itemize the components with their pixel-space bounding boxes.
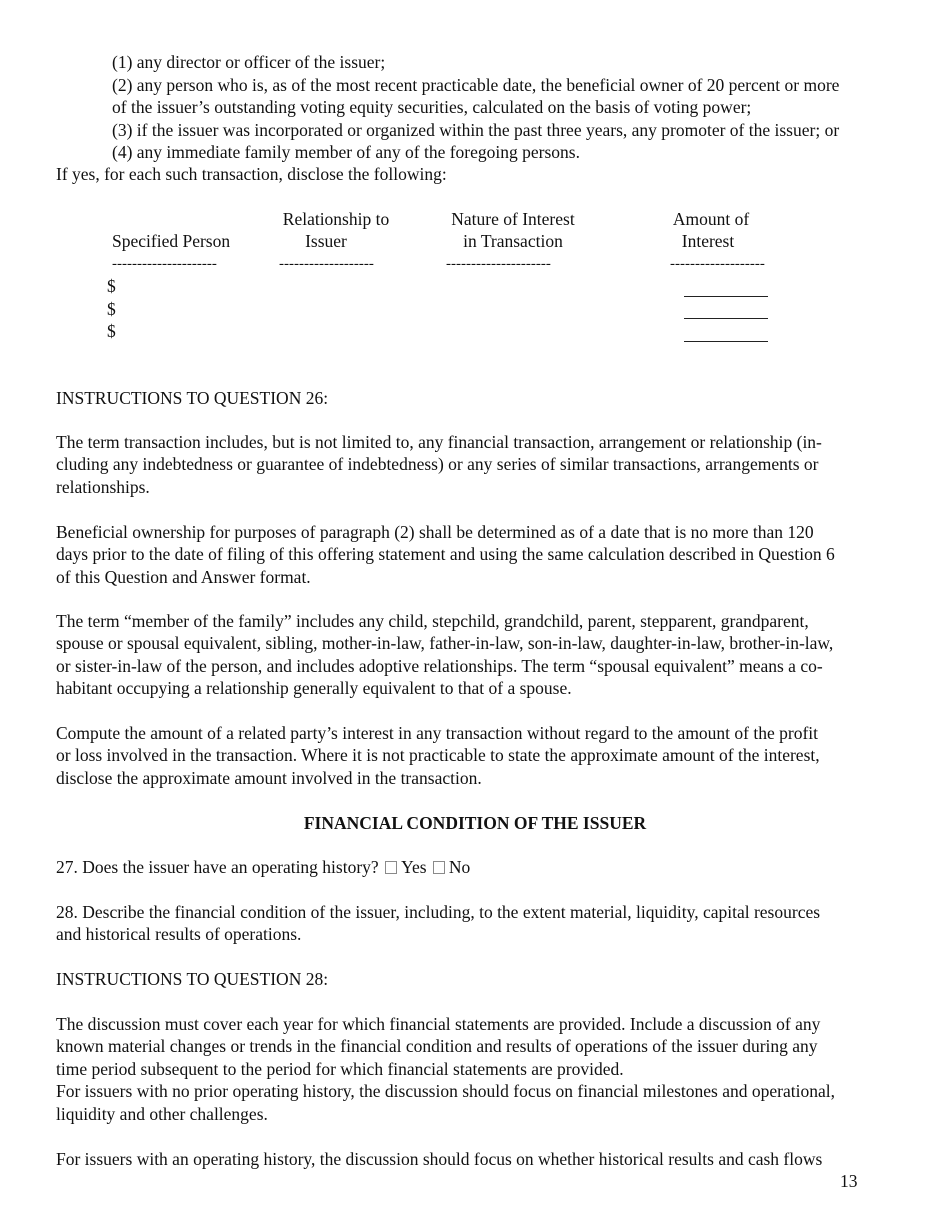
no-checkbox[interactable] — [433, 861, 445, 874]
instructions-28-paragraph-2 — [56, 1148, 896, 1170]
instructions-26-paragraph-2 — [56, 521, 896, 588]
text-line: liquidity and other challenges. — [56, 1103, 268, 1124]
dash-separator: --------------------- — [112, 256, 217, 272]
instructions-28-paragraph-1 — [56, 1013, 896, 1125]
header-nature-line-1: Nature of Interest — [451, 209, 575, 229]
text-line: time period subsequent to the period for which financial statements are provided. — [56, 1058, 624, 1079]
if-yes-instruction: If yes, for each such transaction, disclose the following: — [56, 164, 447, 184]
text-line: The term transaction includes, but is not limited to, any financial transaction, arrangement or relationship (in- — [56, 432, 822, 452]
text-line: 28. Describe the financial condition of the issuer, including, to the extent material, liquidity, capital resources — [56, 902, 821, 922]
text-line: For issuers with an operating history, the discussion should focus on whether historical results and cash flows — [56, 1149, 823, 1169]
no-label: No — [448, 857, 471, 877]
instructions-28-heading: INSTRUCTIONS TO QUESTION 28: — [56, 969, 329, 989]
dash-separator: ------------------- — [670, 256, 765, 272]
text-line: Beneficial ownership for purposes of paragraph (2) shall be determined as of a date that is no more than 120 — [56, 522, 814, 542]
text-line: For issuers with no prior operating history, the discussion should focus on financial milestones and operational, — [56, 1081, 835, 1102]
text-line: spouse or spousal equivalent, sibling, mother-in-law, father-in-law, son-in-law, daughter-in-law, brother-in-law, — [56, 633, 834, 654]
text-line: cluding any indebtedness or guarantee of indebtedness) or any series of similar transactions, arrangements or — [56, 454, 819, 475]
section-heading: FINANCIAL CONDITION OF THE ISSUER — [303, 813, 647, 833]
header-amount-line-1: Amount of — [672, 209, 750, 229]
dollar-sign: $ — [107, 299, 116, 319]
text-line: or loss involved in the transaction. Where it is not practicable to state the approximate amount of the interest, — [56, 745, 820, 766]
text-line: days prior to the date of filing of this offering statement and using the same calculation described in Question 6 — [56, 544, 835, 565]
list-item-2-line-1: (2) any person who is, as of the most recent practicable date, the beneficial owner of 20 percent or more — [112, 75, 840, 95]
header-relationship-line-1: Relationship to — [282, 209, 390, 229]
text-line: disclose the approximate amount involved in the transaction. — [56, 767, 482, 788]
dollar-sign: $ — [107, 321, 116, 341]
text-line: known material changes or trends in the financial condition and results of operations of the issuer during any — [56, 1036, 818, 1057]
list-item-3: (3) if the issuer was incorporated or organized within the past three years, any promoter of the issuer; or — [112, 120, 840, 140]
list-item-1: (1) any director or officer of the issuer; — [112, 52, 386, 72]
header-specified-person: Specified Person — [112, 231, 231, 251]
header-relationship-line-2: Issuer — [305, 231, 347, 251]
instructions-26-paragraph-3 — [56, 610, 896, 700]
list-item-4: (4) any immediate family member of any of the foregoing persons. — [112, 142, 580, 162]
amount-blank-line[interactable] — [684, 318, 768, 319]
question-27-text: 27. Does the issuer have an operating history? — [56, 857, 379, 877]
yes-checkbox[interactable] — [385, 861, 397, 874]
text-line: and historical results of operations. — [56, 924, 302, 945]
text-line: The term “member of the family” includes any child, stepchild, grandchild, parent, stepparent, grandparent, — [56, 611, 809, 631]
dollar-sign: $ — [107, 276, 116, 296]
instructions-26-paragraph-4 — [56, 722, 896, 789]
list-item-2-line-2: of the issuer’s outstanding voting equity securities, calculated on the basis of voting power; — [112, 97, 752, 117]
header-amount-line-2: Interest — [681, 231, 735, 251]
text-line: Compute the amount of a related party’s interest in any transaction without regard to the amount of the profit — [56, 723, 819, 743]
instructions-26-paragraph-1 — [56, 431, 896, 498]
yes-label: Yes — [401, 857, 427, 877]
question-27 — [56, 856, 470, 878]
text-line: of this Question and Answer format. — [56, 566, 311, 587]
text-line: habitant occupying a relationship generally equivalent to that of a spouse. — [56, 678, 572, 699]
page-number: 13 — [840, 1171, 858, 1191]
dash-separator: --------------------- — [446, 256, 551, 272]
dash-separator: ------------------- — [279, 256, 374, 272]
text-line: relationships. — [56, 476, 150, 497]
text-line: The discussion must cover each year for which financial statements are provided. Include a discussion of any — [56, 1014, 821, 1034]
text-line: or sister-in-law of the person, and includes adoptive relationships. The term “spousal equivalent” means a co- — [56, 655, 823, 676]
amount-blank-line[interactable] — [684, 341, 768, 342]
instructions-26-heading: INSTRUCTIONS TO QUESTION 26: — [56, 388, 329, 408]
question-28 — [56, 901, 896, 946]
header-nature-line-2: in Transaction — [463, 231, 563, 251]
amount-blank-line[interactable] — [684, 296, 768, 297]
